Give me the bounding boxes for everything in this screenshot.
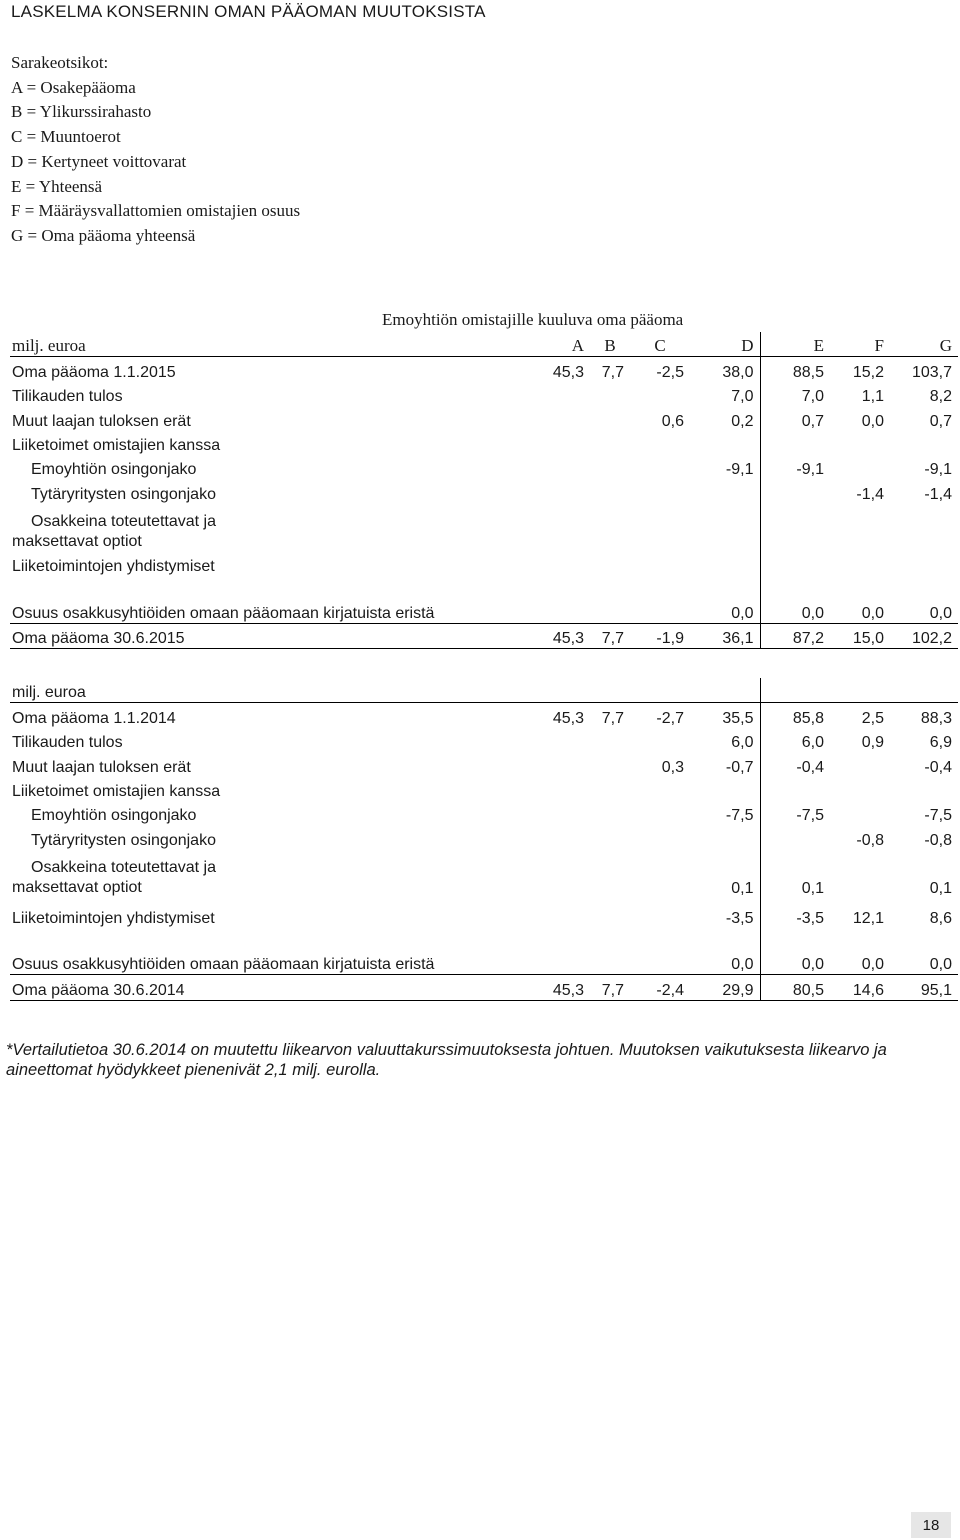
cell xyxy=(630,850,690,898)
row-label-line: maksettavat optiot xyxy=(12,878,142,896)
cell: -1,9 xyxy=(630,623,690,648)
cell: 0,0 xyxy=(890,598,958,623)
cell: 1,1 xyxy=(861,388,884,406)
cell xyxy=(630,455,690,479)
cell xyxy=(890,777,958,801)
cell: 0,0 xyxy=(760,950,830,975)
cell xyxy=(590,777,630,801)
cell: -9,1 xyxy=(924,461,952,479)
cell xyxy=(760,825,830,849)
row-label: Oma pääoma 1.1.2014 xyxy=(12,709,176,727)
cell xyxy=(760,431,830,455)
row-label: Tilikauden tulos xyxy=(12,734,123,752)
cell xyxy=(630,950,690,975)
cell xyxy=(690,552,760,576)
cell: 0,0 xyxy=(690,950,760,975)
cell xyxy=(690,431,760,455)
cell: 7,7 xyxy=(601,363,624,381)
row-label: Tilikauden tulos xyxy=(12,388,123,406)
row-label: Emoyhtiön osingonjako xyxy=(31,461,197,479)
cell xyxy=(590,898,630,928)
table-row xyxy=(10,431,958,455)
cell: 88,5 xyxy=(792,363,824,381)
table-row xyxy=(10,801,958,825)
cell xyxy=(515,825,590,849)
cell xyxy=(630,382,690,406)
spacer-row xyxy=(10,576,958,598)
table-row xyxy=(10,950,958,975)
cell: 7,0 xyxy=(690,382,760,406)
table-row xyxy=(10,825,958,849)
cell: 0,3 xyxy=(661,758,684,776)
cell: 88,3 xyxy=(920,709,952,727)
column-legend xyxy=(11,51,300,249)
legend-item: E = Yhteensä xyxy=(11,176,103,196)
cell: 85,8 xyxy=(792,709,824,727)
row-label: Liiketoimet omistajien kanssa xyxy=(12,782,221,800)
cell xyxy=(830,552,890,576)
equity-table-2015 xyxy=(10,332,958,649)
cell xyxy=(760,504,830,552)
cell xyxy=(590,406,630,430)
cell xyxy=(590,850,630,898)
cell xyxy=(590,504,630,552)
table-row xyxy=(10,455,958,479)
cell: 8,6 xyxy=(929,909,952,927)
column-header: C xyxy=(630,332,690,357)
row-label-line: Osakkeina toteutettavat ja xyxy=(31,512,216,530)
row-label: Tytäryritysten osingonjako xyxy=(31,485,216,503)
cell: -7,5 xyxy=(924,807,952,825)
cell: -2,5 xyxy=(656,363,684,381)
column-header: D xyxy=(690,332,760,357)
table-header-row xyxy=(10,332,958,357)
column-header: F xyxy=(830,332,890,357)
cell: 0,0 xyxy=(830,598,890,623)
cell: 0,0 xyxy=(861,412,884,430)
cell: 103,7 xyxy=(911,363,952,381)
cell: -3,5 xyxy=(690,898,760,928)
cell: -9,1 xyxy=(796,461,824,479)
cell: 0,1 xyxy=(929,879,952,897)
row-label xyxy=(10,850,515,898)
cell: 0,0 xyxy=(890,950,958,975)
row-label: Muut laajan tuloksen erät xyxy=(12,412,191,430)
cell: -7,5 xyxy=(690,801,760,825)
unit-label: milj. euroa xyxy=(10,678,515,703)
cell xyxy=(630,598,690,623)
row-label: Oma pääoma 30.6.2015 xyxy=(10,623,515,648)
cell xyxy=(690,777,760,801)
row-label: Liiketoimintojen yhdistymiset xyxy=(12,558,215,576)
cell xyxy=(830,752,890,776)
cell: 0,6 xyxy=(661,412,684,430)
cell xyxy=(515,850,590,898)
equity-table-2014 xyxy=(10,678,958,1001)
table-row xyxy=(10,504,958,552)
cell xyxy=(630,431,690,455)
cell xyxy=(515,898,590,928)
column-header: B xyxy=(590,332,630,357)
cell xyxy=(690,479,760,503)
cell: 38,0 xyxy=(690,357,760,382)
cell: -0,4 xyxy=(796,758,824,776)
row-label: Muut laajan tuloksen erät xyxy=(12,758,191,776)
page-number: 18 xyxy=(911,1512,951,1538)
row-label-line: maksettavat optiot xyxy=(12,532,142,550)
cell xyxy=(630,504,690,552)
cell xyxy=(630,777,690,801)
column-header: A xyxy=(515,332,590,357)
cell xyxy=(515,752,590,776)
cell xyxy=(830,801,890,825)
cell xyxy=(590,825,630,849)
cell: 7,7 xyxy=(601,709,624,727)
table-row xyxy=(10,552,958,576)
cell: -1,4 xyxy=(856,485,884,503)
cell xyxy=(690,825,760,849)
cell xyxy=(590,728,630,752)
row-label: Oma pääoma 30.6.2014 xyxy=(10,975,515,1000)
cell: 45,3 xyxy=(515,623,590,648)
legend-item: D = Kertyneet voittovarat xyxy=(11,151,187,171)
cell xyxy=(515,552,590,576)
cell: 0,9 xyxy=(861,734,884,752)
cell: 0,0 xyxy=(760,598,830,623)
cell xyxy=(630,825,690,849)
cell: 6,9 xyxy=(929,734,952,752)
footnote: *Vertailutietoa 30.6.2014 on muutettu liikearvon valuuttakurssimuutoksesta johtuen. Muutoksen vaikutuksesta liikearvo ja aineettomat hyödykkeet pienenivät 2,1 milj. eurolla. xyxy=(6,1041,887,1079)
row-label: Osuus osakkusyhtiöiden omaan pääomaan kirjatuista eristä xyxy=(10,950,515,975)
table-row xyxy=(10,382,958,406)
cell: 0,0 xyxy=(830,950,890,975)
cell xyxy=(830,850,890,898)
cell: 35,5 xyxy=(690,703,760,728)
legend-item: G = Oma pääoma yhteensä xyxy=(11,225,196,245)
table-row-total xyxy=(10,975,958,1000)
cell xyxy=(515,382,590,406)
row-label: Liiketoimintojen yhdistymiset xyxy=(12,909,215,927)
cell: 0,7 xyxy=(929,412,952,430)
page-title: LASKELMA KONSERNIN OMAN PÄÄOMAN MUUTOKSISTA xyxy=(11,2,486,21)
row-label: Oma pääoma 1.1.2015 xyxy=(12,363,176,381)
cell xyxy=(630,801,690,825)
cell xyxy=(890,504,958,552)
cell xyxy=(890,552,958,576)
cell: 45,3 xyxy=(515,975,590,1000)
cell: 80,5 xyxy=(760,975,830,1000)
unit-label: milj. euroa xyxy=(10,332,515,357)
table-row xyxy=(10,728,958,752)
cell: 15,2 xyxy=(852,363,884,381)
table-row xyxy=(10,406,958,430)
cell: 7,0 xyxy=(801,388,824,406)
row-label: Osuus osakkusyhtiöiden omaan pääomaan kirjatuista eristä xyxy=(10,598,515,623)
cell xyxy=(590,382,630,406)
cell: 14,6 xyxy=(830,975,890,1000)
cell: 6,0 xyxy=(801,734,824,752)
cell xyxy=(515,504,590,552)
legend-item: C = Muuntoerot xyxy=(11,127,121,147)
table-row xyxy=(10,479,958,503)
cell: 12,1 xyxy=(852,909,884,927)
cell xyxy=(630,552,690,576)
cell: -1,4 xyxy=(924,485,952,503)
cell xyxy=(515,479,590,503)
cell xyxy=(515,950,590,975)
cell xyxy=(630,898,690,928)
cell: 45,3 xyxy=(552,709,584,727)
cell: 8,2 xyxy=(929,388,952,406)
table-row xyxy=(10,850,958,898)
cell xyxy=(830,455,890,479)
unit-row xyxy=(10,678,958,703)
cell: -2,4 xyxy=(630,975,690,1000)
cell: -2,7 xyxy=(656,709,684,727)
cell xyxy=(515,431,590,455)
cell: 15,0 xyxy=(830,623,890,648)
cell: -0,8 xyxy=(856,831,884,849)
cell xyxy=(890,431,958,455)
cell xyxy=(515,728,590,752)
table-row xyxy=(10,898,958,928)
cell: 0,1 xyxy=(690,850,760,898)
table-row-total xyxy=(10,623,958,648)
cell: 102,2 xyxy=(890,623,958,648)
cell xyxy=(515,801,590,825)
cell xyxy=(690,504,760,552)
table-row xyxy=(10,598,958,623)
cell: -7,5 xyxy=(796,807,824,825)
cell: 7,7 xyxy=(590,975,630,1000)
cell xyxy=(590,598,630,623)
cell xyxy=(630,479,690,503)
row-label: Liiketoimet omistajien kanssa xyxy=(12,436,221,454)
cell: 95,1 xyxy=(890,975,958,1000)
cell xyxy=(630,728,690,752)
cell xyxy=(590,950,630,975)
cell xyxy=(590,431,630,455)
column-header: E xyxy=(760,332,830,357)
cell: 0,2 xyxy=(690,406,760,430)
cell: -0,4 xyxy=(924,758,952,776)
cell xyxy=(760,552,830,576)
cell xyxy=(760,777,830,801)
legend-heading: Sarakeotsikot: xyxy=(11,53,109,72)
cell xyxy=(830,777,890,801)
cell xyxy=(515,598,590,623)
table-row xyxy=(10,752,958,776)
row-label: Emoyhtiön osingonjako xyxy=(31,807,197,825)
cell xyxy=(515,406,590,430)
cell: 0,7 xyxy=(801,412,824,430)
cell xyxy=(515,455,590,479)
cell: 2,5 xyxy=(861,709,884,727)
cell xyxy=(830,431,890,455)
table-row xyxy=(10,357,958,382)
column-header: G xyxy=(890,332,958,357)
spacer-row xyxy=(10,928,958,950)
cell xyxy=(590,455,630,479)
cell xyxy=(590,479,630,503)
cell: -3,5 xyxy=(796,909,824,927)
legend-item: A = Osakepääoma xyxy=(11,77,136,97)
cell: -0,8 xyxy=(924,831,952,849)
cell xyxy=(590,552,630,576)
cell: 29,9 xyxy=(690,975,760,1000)
table-row xyxy=(10,777,958,801)
cell: -0,7 xyxy=(690,752,760,776)
cell: 0,1 xyxy=(801,879,824,897)
legend-item: B = Ylikurssirahasto xyxy=(11,102,152,122)
cell: 36,1 xyxy=(690,623,760,648)
cell: 0,0 xyxy=(690,598,760,623)
cell xyxy=(760,479,830,503)
row-label-line: Osakkeina toteutettavat ja xyxy=(31,858,216,876)
cell: 87,2 xyxy=(760,623,830,648)
cell xyxy=(590,801,630,825)
cell: 45,3 xyxy=(552,363,584,381)
row-label xyxy=(10,504,515,552)
row-label: Tytäryritysten osingonjako xyxy=(31,831,216,849)
cell: 7,7 xyxy=(590,623,630,648)
cell: -9,1 xyxy=(690,455,760,479)
cell xyxy=(515,777,590,801)
cell: 6,0 xyxy=(690,728,760,752)
cell xyxy=(590,752,630,776)
cell xyxy=(830,504,890,552)
legend-item: F = Määräysvallattomien omistajien osuus xyxy=(11,201,301,221)
group-header: Emoyhtiön omistajille kuuluva oma pääoma xyxy=(382,310,684,329)
table-row xyxy=(10,703,958,728)
